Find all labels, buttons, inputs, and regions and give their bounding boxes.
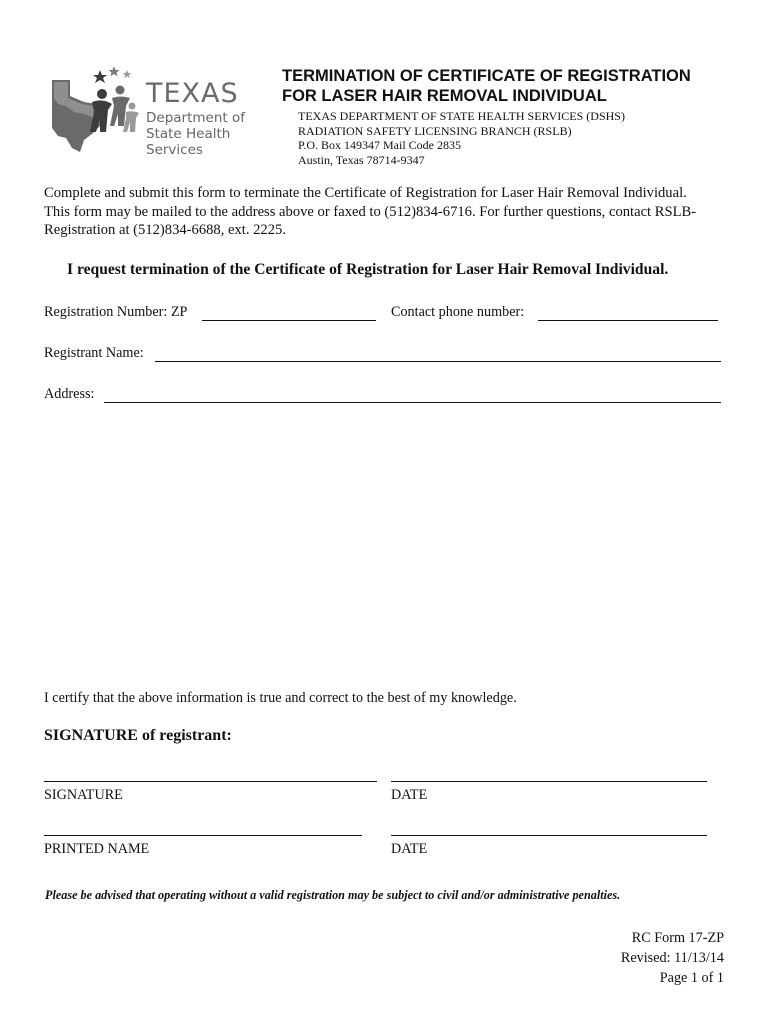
branch-name: RADIATION SAFETY LICENSING BRANCH (RSLB) xyxy=(298,123,572,138)
signature-heading: SIGNATURE of registrant: xyxy=(44,727,232,744)
registrant-name-label: Registrant Name: xyxy=(44,345,144,361)
registration-number-field[interactable] xyxy=(202,320,376,321)
signature-date-label: DATE xyxy=(391,787,428,803)
request-heading: I request termination of the Certificate of Registration for Laser Hair Removal Individual. xyxy=(67,261,669,278)
signature-date-field[interactable] xyxy=(391,781,707,782)
contact-phone-field[interactable] xyxy=(538,320,718,321)
logo-texas-text: TEXAS xyxy=(146,78,239,109)
agency-name: TEXAS DEPARTMENT OF STATE HEALTH SERVICES (DSHS) xyxy=(298,109,625,123)
po-box: P.O. Box 149347 Mail Code 2835 xyxy=(298,138,462,153)
registrant-name-field[interactable] xyxy=(155,361,721,362)
printed-name-field[interactable] xyxy=(44,835,362,836)
printed-name-date-label: DATE xyxy=(391,841,428,857)
revision-date: Revised: 11/13/14 xyxy=(620,950,724,966)
address-label: Address: xyxy=(44,386,95,402)
page-number: Page 1 of 1 xyxy=(659,970,724,986)
form-identifier xyxy=(621,928,724,988)
contact-phone-label: Contact phone number: xyxy=(391,304,525,320)
printed-name-label: PRINTED NAME xyxy=(44,841,150,857)
dshs-logo xyxy=(44,62,279,158)
printed-name-date-field[interactable] xyxy=(391,835,707,836)
signature-label: SIGNATURE xyxy=(44,787,123,803)
logo-department-text: Department of State Health Services xyxy=(146,110,245,158)
agency-address xyxy=(298,109,625,167)
form-title: TERMINATION OF CERTIFICATE OF REGISTRATION FOR LASER HAIR REMOVAL INDIVIDUAL xyxy=(282,67,691,105)
texas-people-icon xyxy=(44,62,144,158)
certification-statement: I certify that the above information is true and correct to the best of my knowledge. xyxy=(44,690,517,706)
address-field[interactable] xyxy=(104,402,721,403)
form-number: RC Form 17-ZP xyxy=(631,930,724,946)
city-zip: Austin, Texas 78714-9347 xyxy=(298,152,425,167)
signature-field[interactable] xyxy=(44,781,377,782)
instructions-paragraph: Complete and submit this form to terminate the Certificate of Registration for Laser Hair Removal Individual. This form may be mailed to the address above or faxed to (512)834-6716. For further questions, contact RSLB- Registration at (512)834-6688, ext. 2225. xyxy=(44,185,697,239)
registration-number-label: Registration Number: ZP xyxy=(44,304,188,320)
penalty-warning: Please be advised that operating without a valid registration may be subject to civil and/or administrative penalties. xyxy=(45,888,621,902)
